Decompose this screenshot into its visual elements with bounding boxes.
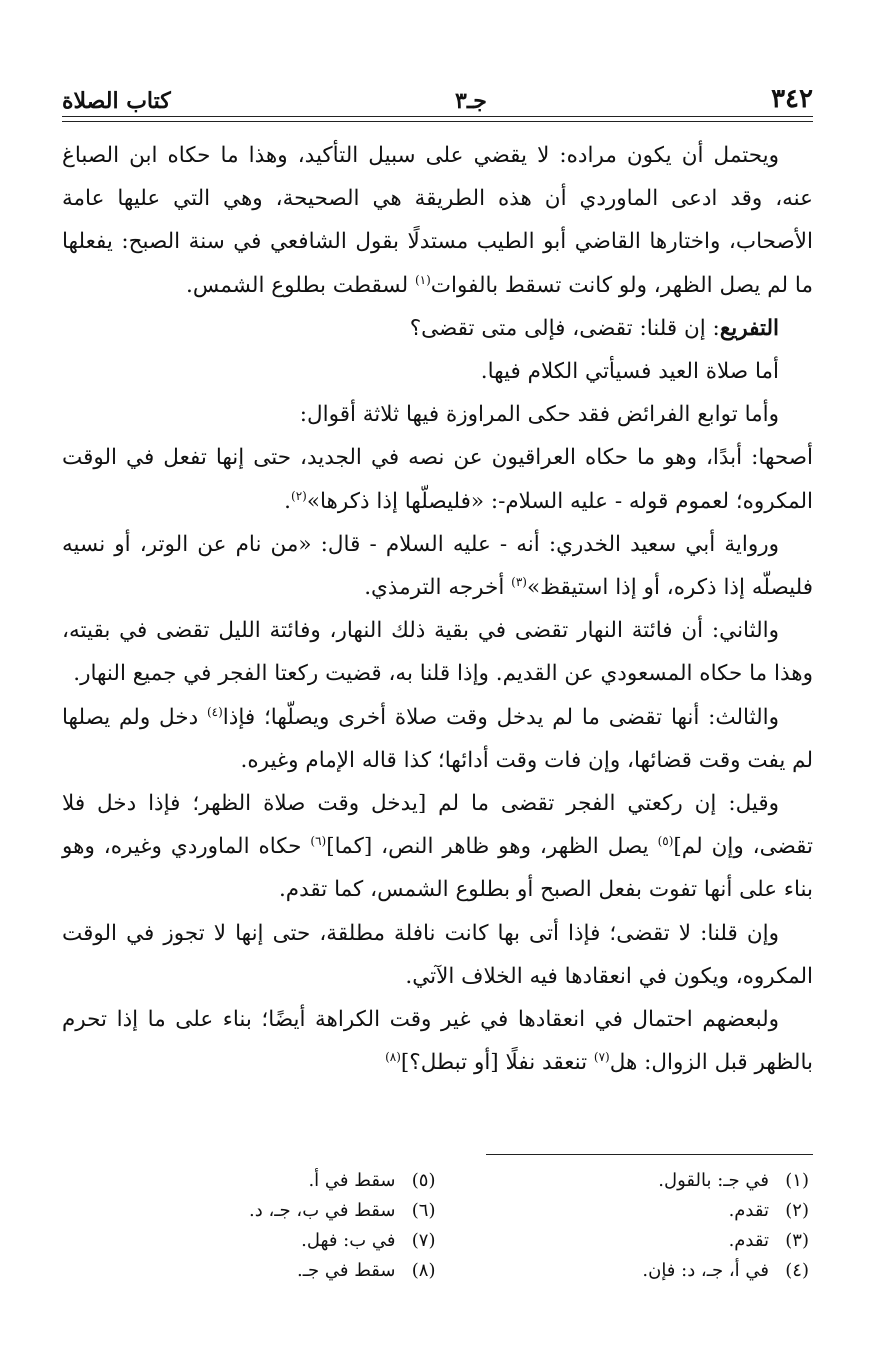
footnote: (٤) في أ، جـ، د: فإن. [642,1260,809,1281]
paragraph: التفريع: إن قلنا: تقضى، فإلى متى تقضى؟ [409,315,779,341]
paragraph: والثاني: أن فائتة النهار تقضى في بقية ذلك النهار، وفائتة الليل تقضى في بقيته، وهذا ما حكاه المسعودي عن القديم. وإذا قلنا به، قضيت ركعتا الفجر في جميع النهار. [62,618,813,687]
footnote: (٢) تقدم. [728,1200,809,1221]
main-text [62,134,813,1084]
footnotes [62,1166,809,1286]
paragraph: أما صلاة العيد فسيأتي الكلام فيها. [480,359,779,385]
footnote: (٨) سقط في جـ. [297,1260,436,1281]
paragraph: والثالث: أنها تقضى ما لم يدخل وقت صلاة أخرى ويصلّها؛ فإذا$^{(٤)}$ دخل ولم يصلها لم يفت وقت قضائها، وإن فات وقت أدائها؛ كذا قاله الإمام وغيره. [62,704,813,773]
paragraph: وأما توابع الفرائض فقد حكى المراوزة فيها ثلاثة أقوال: [299,402,779,428]
page-number: ٣٤٢ [771,84,813,114]
page-header [62,66,813,114]
footnote: (٧) في ب: فهل. [301,1230,436,1251]
paragraph: وقيل: إن ركعتي الفجر تقضى ما لم [يدخل وقت صلاة الظهر؛ فإذا دخل فلا تقضى، وإن لم]$^{(٥)}$ يصل الظهر، وهو ظاهر النص، [كما]$^{(٦)}$ حكاه الماوردي وغيره، وهو بناء على أنها تفوت بفعل الصبح أو بطلوع الشمس، كما تقدم. [62,791,814,903]
paragraph: أصحها: أبدًا، وهو ما حكاه العراقيون عن نصه في الجديد، حتى إنها تفعل في الوقت المكروه؛ لعموم قوله - عليه السلام-: «فليصلّها إذا ذكرها»$^{(٢)}$. [62,445,813,514]
footnote-rule [486,1154,813,1155]
paragraph: ورواية أبي سعيد الخدري: أنه - عليه السلام - قال: «من نام عن الوتر، أو نسيه فليصلّه إذا ذكره، أو إذا استيقظ»$^{(٣)}$ أخرجه الترمذي. [62,531,813,601]
book-title: كتاب الصلاة [62,88,171,114]
paragraph: وإن قلنا: لا تقضى؛ فإذا أتى بها كانت نافلة مطلقة، حتى إنها لا تجوز في الوقت المكروه، ويكون في انعقادها فيه الخلاف الآتي. [62,920,813,989]
footnote: (٣) تقدم. [728,1230,809,1251]
volume-label: جـ٣ [454,88,487,114]
footnote: (٥) سقط في أ. [308,1170,436,1191]
header-rule [62,116,813,122]
paragraph: ولبعضهم احتمال في انعقادها في غير وقت الكراهة أيضًا؛ بناء على ما إذا تحرم بالظهر قبل الزوال: هل$^{(٧)}$ تنعقد نفلًا [أو تبطل؟]$^{(٨)}$ [62,1007,813,1076]
paragraph: ويحتمل أن يكون مراده: لا يقضي على سبيل التأكيد، وهذا ما حكاه ابن الصباغ عنه، وقد ادعى الماوردي أن هذه الطريقة هي الصحيحة، وهي التي عليها عامة الأصحاب، واختارها القاضي أبو الطيب مستدلًا بقول الشافعي في سنة الصبح: يفعلها ما لم يصل الظهر، ولو كانت تسقط بالفوات$^{(١)}$ لسقطت بطلوع الشمس. [62,143,813,298]
footnote: (١) في جـ: بالقول. [658,1170,809,1191]
footnote: (٦) سقط في ب، جـ، د. [249,1200,436,1221]
